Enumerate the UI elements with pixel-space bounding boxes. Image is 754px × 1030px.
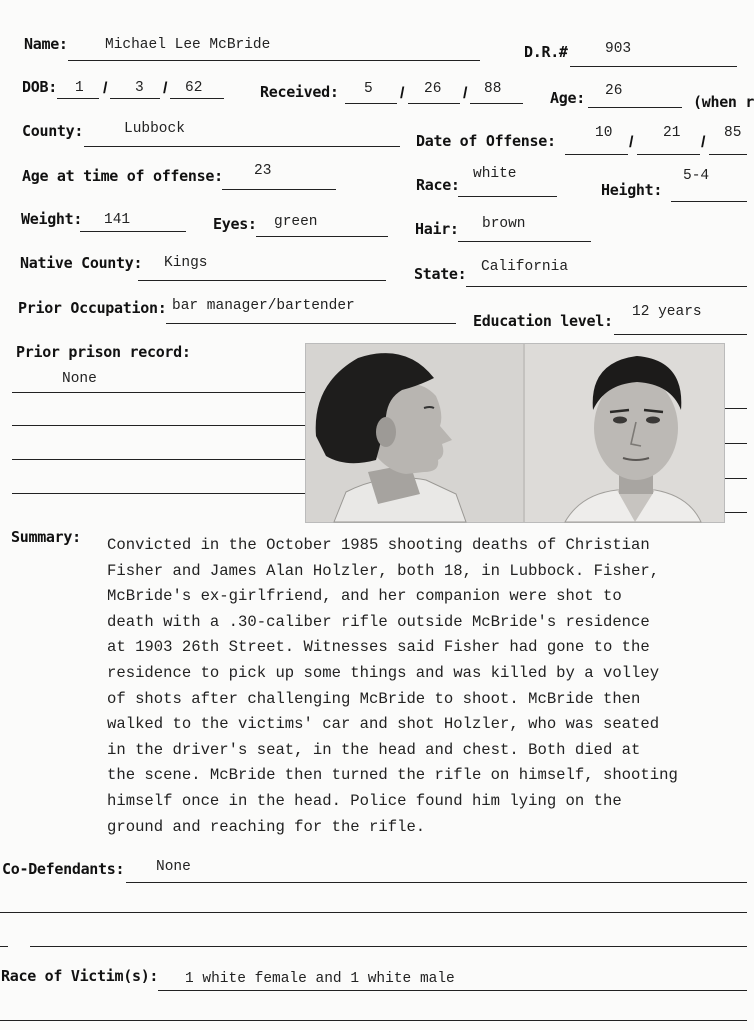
received-label: Received:: [260, 83, 339, 101]
age-underline: [588, 107, 682, 108]
prior-record-label: Prior prison record:: [16, 343, 191, 361]
county-underline: [84, 146, 400, 147]
name-value: Michael Lee McBride: [105, 37, 271, 53]
age-at-offense-value: 23: [254, 163, 272, 179]
prior-occupation-label: Prior Occupation:: [18, 299, 167, 317]
height-underline: [671, 201, 747, 202]
co-defendants-label: Co-Defendants:: [2, 860, 125, 878]
co-defendants-line-2: [0, 912, 747, 913]
hair-value: brown: [482, 216, 526, 232]
prior-occupation-value: bar manager/bartender: [172, 298, 355, 314]
prior-record-line-4: [12, 493, 308, 494]
profile-photo: [306, 344, 523, 522]
dob-year: 62: [185, 80, 203, 96]
received-slash-2: /: [463, 85, 468, 102]
received-slash-1: /: [400, 85, 405, 102]
co-defendants-value: None: [156, 859, 191, 875]
state-label: State:: [414, 265, 467, 283]
summary-label: Summary:: [11, 528, 81, 546]
race-of-victims-label: Race of Victim(s):: [1, 967, 159, 985]
dr-label: D.R.#: [524, 43, 568, 61]
summary-line: the scene. McBride then turned the rifle on himself, shooting: [107, 766, 678, 785]
dob-day: 3: [135, 80, 144, 96]
summary-text: [107, 533, 727, 840]
age-at-offense-underline: [222, 189, 336, 190]
bottom-line: [0, 1020, 747, 1021]
summary-line: in the driver's seat, in the head and chest. Both died at: [107, 740, 641, 759]
eyes-value: green: [274, 214, 318, 230]
prior-record-value: None: [62, 371, 97, 387]
race-of-victims-value: 1 white female and 1 white male: [185, 971, 455, 987]
race-underline: [458, 196, 557, 197]
name-underline: [68, 60, 480, 61]
prior-record-line-2: [12, 425, 308, 426]
weight-underline: [80, 231, 186, 232]
received-year: 88: [484, 81, 502, 97]
eyes-underline: [256, 236, 388, 237]
race-label: Race:: [416, 176, 460, 194]
dr-underline: [570, 66, 737, 67]
front-photo: [525, 344, 724, 522]
summary-line: McBride's ex-girlfriend, and her companion were shot to: [107, 587, 622, 606]
dob-year-underline: [170, 98, 224, 99]
hair-label: Hair:: [415, 220, 459, 238]
dob-day-underline: [110, 98, 160, 99]
prior-occupation-underline: [166, 323, 456, 324]
eyes-label: Eyes:: [213, 215, 257, 233]
received-month: 5: [364, 81, 373, 97]
summary-line: Convicted in the October 1985 shooting deaths of Christian: [107, 536, 650, 554]
native-county-label: Native County:: [20, 254, 143, 272]
received-month-underline: [345, 103, 397, 104]
co-defendants-line-1: [126, 882, 747, 883]
date-of-offense-label: Date of Offense:: [416, 132, 556, 150]
summary-line: ground and reaching for the rifle.: [107, 817, 426, 836]
height-value: 5-4: [683, 168, 710, 184]
offense-month-underline: [565, 154, 628, 155]
county-label: County:: [22, 122, 84, 140]
summary-line: himself once in the head. Police found him lying on the: [107, 791, 622, 810]
county-value: Lubbock: [124, 121, 185, 137]
native-county-underline: [138, 280, 386, 281]
prior-record-line-1: [12, 392, 308, 393]
co-defendants-line-3-tick: [0, 946, 8, 947]
offense-slash-1: /: [629, 134, 634, 151]
offense-year-underline: [709, 154, 747, 155]
dob-slash-2: /: [163, 80, 168, 97]
summary-line: walked to the victims' car and shot Holzler, who was seated: [107, 715, 660, 734]
dob-slash-1: /: [103, 80, 108, 97]
name-label: Name:: [24, 35, 68, 53]
received-year-underline: [470, 103, 523, 104]
education-label: Education level:: [473, 312, 613, 330]
mugshot-photo: [305, 343, 725, 523]
dr-value: 903: [605, 41, 632, 57]
offense-year: 85: [724, 125, 742, 141]
prior-record-line-3: [12, 459, 308, 460]
summary-line: Fisher and James Alan Holzler, both 18, in Lubbock. Fisher,: [107, 561, 660, 580]
height-label: Height:: [601, 181, 663, 199]
state-underline: [466, 286, 747, 287]
native-county-value: Kings: [164, 255, 208, 271]
summary-line: at 1903 26th Street. Witnesses said Fisher had gone to the: [107, 638, 650, 657]
education-underline: [614, 334, 747, 335]
race-value: white: [473, 166, 517, 182]
race-of-victims-underline: [158, 990, 747, 991]
dob-month-underline: [57, 98, 99, 99]
summary-line: residence to pick up some things and was killed by a volley: [107, 663, 660, 682]
received-day-underline: [408, 103, 460, 104]
co-defendants-line-3: [30, 946, 747, 947]
offense-day-underline: [637, 154, 700, 155]
offense-month: 10: [595, 125, 613, 141]
weight-value: 141: [104, 212, 131, 228]
dob-month: 1: [75, 80, 84, 96]
dob-label: DOB:: [22, 78, 57, 96]
weight-label: Weight:: [21, 210, 83, 228]
age-note: (when r: [693, 93, 754, 111]
age-value: 26: [605, 83, 623, 99]
offense-slash-2: /: [701, 134, 706, 151]
summary-line: of shots after challenging McBride to shoot. McBride then: [107, 689, 641, 708]
hair-underline: [458, 241, 591, 242]
education-value: 12 years: [632, 304, 702, 320]
offense-day: 21: [663, 125, 681, 141]
age-at-offense-label: Age at time of offense:: [22, 167, 223, 185]
summary-line: death with a .30-caliber rifle outside McBride's residence: [107, 612, 650, 631]
state-value: California: [481, 259, 569, 275]
age-label: Age:: [550, 89, 585, 107]
received-day: 26: [424, 81, 442, 97]
